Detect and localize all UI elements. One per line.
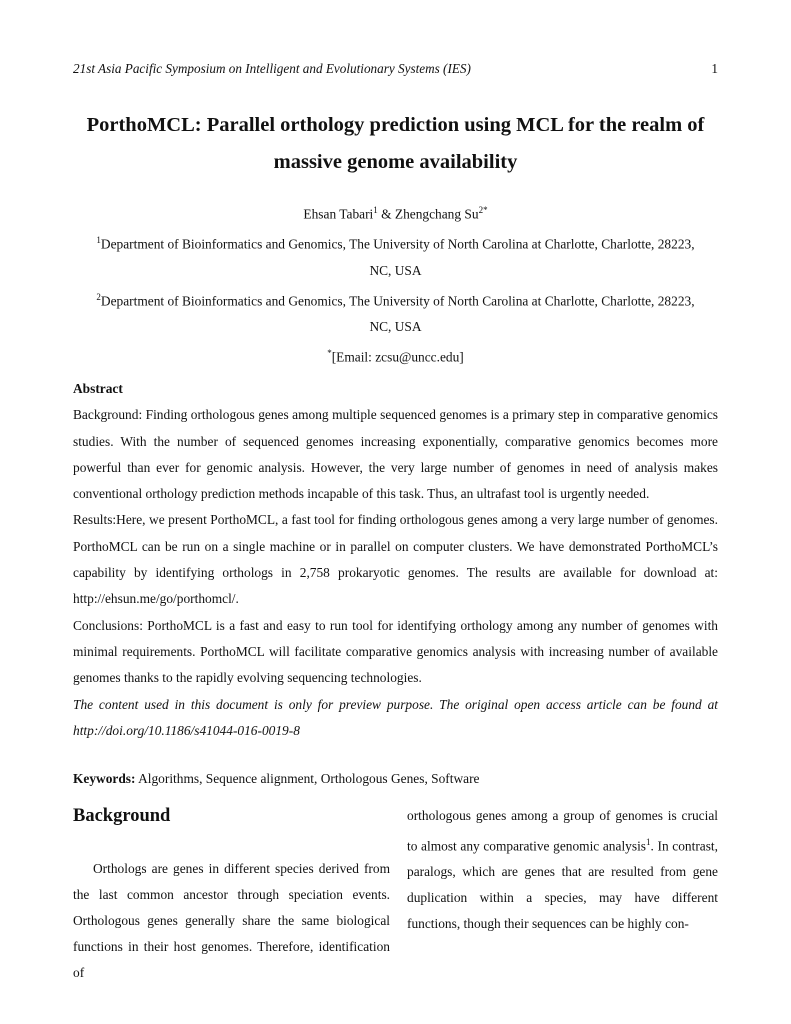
keywords-line	[73, 766, 718, 792]
affiliation-1	[60, 227, 731, 283]
affiliation-2	[60, 284, 731, 340]
title-line-1: PorthoMCL: Parallel orthology prediction using MCL for the realm of	[86, 114, 705, 136]
abstract-section	[73, 376, 718, 744]
abstract-conclusions: Conclusions: PorthoMCL is a fast and easy to run tool for identifying orthology among any number of genomes with minimal requirements. PorthoMCL will facilitate comparative genomics analysis with increasing number of available genomes thanks to the rapidly evolving sequencing technologies.	[73, 617, 718, 686]
paper-title	[60, 107, 731, 181]
left-column	[73, 803, 390, 986]
running-header	[73, 61, 718, 77]
abstract-heading: Abstract	[73, 381, 123, 396]
right-column	[407, 803, 718, 937]
author-1-sup: 1	[373, 205, 378, 215]
keywords-text: Algorithms, Sequence alignment, Orthologous Genes, Software	[135, 771, 480, 786]
email-text: [Email: zcsu@uncc.edu]	[331, 349, 464, 365]
right-para-part-a: orthologous genes among a group of genomes is crucial to almost any comparative genomic analysis	[407, 808, 718, 854]
affiliation-2-line-2: NC, USA	[369, 319, 422, 335]
affiliation-2-sup: 2	[96, 291, 101, 302]
author-2: Zhengchang Su	[394, 206, 479, 222]
preview-note: The content used in this document is only for preview purpose. The original open access article can be found at http://doi.org/10.1186/s41044-016-0019-8	[73, 696, 718, 738]
page-number: 1	[711, 61, 718, 76]
keywords-label: Keywords:	[73, 771, 136, 786]
section-heading-background: Background	[73, 806, 171, 826]
author-block	[60, 197, 731, 371]
right-column-paragraph	[407, 803, 718, 937]
abstract-background: Background: Finding orthologous genes among multiple sequenced genomes is a primary step in comparative genomics studies. With the number of sequenced genomes increasing exponentially, comparative genomics becomes more powerful than ever for genomic analysis. However, the very large number of genomes in need of analysis makes conventional orthology prediction methods incapable of this task. Thus, an ultrafast tool is urgently needed.	[73, 407, 718, 502]
author-1: Ehsan Tabari	[303, 206, 374, 222]
affiliation-1-line-1: Department of Bioinformatics and Genomics, The University of North Carolina at Charlotte, Charlotte, 28223,	[100, 236, 695, 252]
abstract-results: Results:Here, we present PorthoMCL, a fast tool for finding orthologous genes among a very large number of genomes. PorthoMCL can be run on a single machine or in parallel on computer clusters. We have demonstrated PorthoMCL’s capability by identifying orthologs in 2,758 prokaryotic genomes. The results are available for download at: http://ehsun.me/go/porthomcl/.	[73, 512, 718, 607]
title-line-2: massive genome availability	[273, 151, 518, 173]
author-line	[60, 197, 731, 227]
email-sup: *	[327, 348, 332, 359]
author-2-sup: 2*	[478, 205, 488, 215]
email-line	[60, 340, 731, 370]
affiliation-2-line-1: Department of Bioinformatics and Genomics, The University of North Carolina at Charlotte, Charlotte, 28223,	[100, 293, 695, 309]
venue-header: 21st Asia Pacific Symposium on Intelligent and Evolutionary Systems (IES)	[73, 61, 471, 76]
left-column-paragraph: Orthologs are genes in different species derived from the last common ancestor through speciation events. Orthologous genes generally share the same biological functions in their host genomes. Therefore, identification of	[73, 861, 390, 980]
affiliation-1-sup: 1	[96, 235, 101, 246]
right-para-part-b: . In contrast, paralogs, which are genes that are resulted from gene duplication within a species, may have different functions, though their sequences can be highly con-	[407, 838, 719, 932]
affiliation-1-line-2: NC, USA	[369, 262, 422, 278]
citation-marker: 1	[646, 837, 651, 847]
author-separator: &	[377, 206, 395, 222]
